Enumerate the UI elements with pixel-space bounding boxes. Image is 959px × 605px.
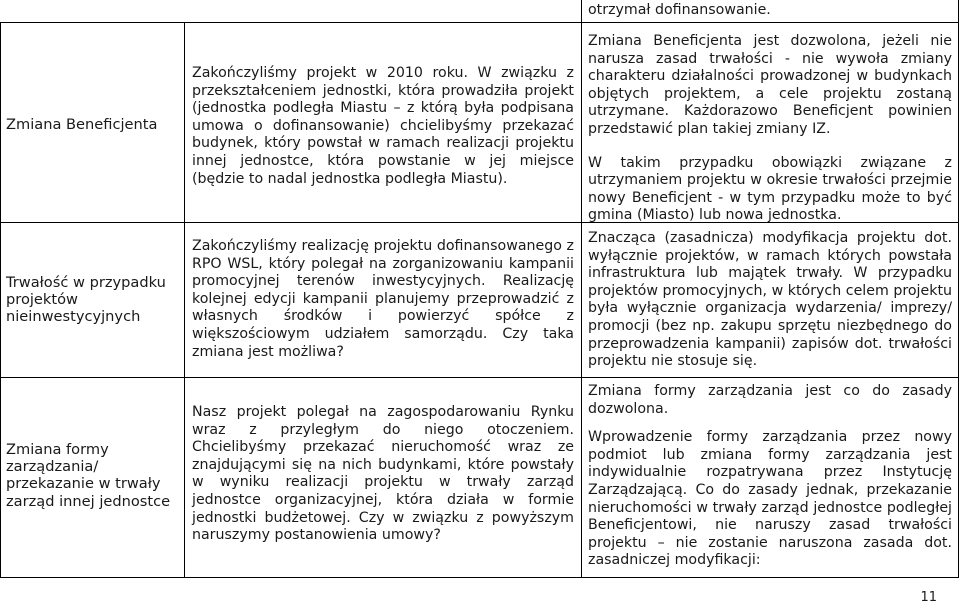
table-rule [0, 377, 959, 378]
row-question: Zakończyliśmy projekt w 2010 roku. W związku z przekształceniem jednostki, która prowadziła projekt (jednostka podległa Miastu – z którą była podpisana umowa o dofinansowanie) chcielibyśmy przekazać budynek, który powstał w ramach realizacji projektu innej jednostce, która powstanie w jej miejsce (będzie to nadal jednostka podległa Miastu). [192, 65, 574, 187]
row-question: Zakończyliśmy realizację projektu dofinansowanego z RPO WSL, który polegał na zorganizowaniu kampanii promocyjnej terenów inwestycyjnych. Realizację kolejnej edycji kampanii planujemy przeprowadzić z własnych środków i powierzyć spółce z większościowym udziałem samorządu. Czy taka zmiana jest możliwa? [192, 238, 574, 360]
row-answer: Znacząca (zasadnicza) modyfikacja projektu dot. wyłącznie projektów, w ramach których powstała infrastruktura lub majątek trwały. W przypadku projektów promocyjnych, w których celem projektu była wyłącznie organizacja wydarzenia/ imprezy/ promocji (bez np. zakupu sprzętu niezbędnego do przeprowadzenia kampanii) zapisów dot. trwałości projektu nie stosuje się. [588, 230, 952, 370]
row-category: Trwałość w przypadku projektów nieinwestycyjnych [6, 274, 166, 326]
table-rule [0, 22, 1, 578]
table-rule [581, 0, 582, 578]
answer-continuation: otrzymał dofinansowanie. [588, 2, 771, 18]
row-question: Nasz projekt polegał na zagospodarowaniu Rynku wraz z przyległym do niego otoczeniem. Chcielibyśmy przekazać nieruchomość wraz ze znajdującymi się na nich budynkami, które powstały w wyniku realizacji projektu w trwały zarząd jednostce organizacyjnej, która działa w formie jednostki budżetowej. Czy w związku z powyższym naruszymy postanowienia umowy? [192, 404, 574, 544]
table-rule [184, 22, 185, 578]
row-category: Zmiana formy zarządzania/ przekazanie w trwały zarząd innej jednostce [6, 441, 171, 510]
row-answer: Zmiana formy zarządzania jest co do zasady dozwolona. Wprowadzenie formy zarządzania przez nowy podmiot lub zmiana formy zarządzania jest indywidualnie rozpatrywana przez Instytucję Zarządzającą. Co do zasady jednak, przekazanie nieruchomości w trwały zarząd jednostce podległej Beneficjentowi, nie naruszy zasad trwałości projektu – nie zostanie naruszona zasada dot. zasadniczej modyfikacji: [588, 383, 952, 569]
page-number: 11 [920, 590, 937, 605]
row-answer: Zmiana Beneficjenta jest dozwolona, jeżeli nie narusza zasad trwałości - nie wywoła zmiany charakteru działalności prowadzonej w budynkach objętych projektem, a cele projektu zostaną utrzymane. Każdorazowo Beneficjent powinien przedstawić plan takiej zmiany IZ. W takim przypadku obowiązki związane z utrzymaniem projektu w okresie trwałości przejmie nowy Beneficjent - w tym przypadku może to być gmina (Miasto) lub nowa jednostka. [588, 33, 952, 224]
table-rule [0, 577, 959, 578]
table-rule [0, 22, 959, 23]
row-category: Zmiana Beneficjenta [6, 116, 158, 133]
